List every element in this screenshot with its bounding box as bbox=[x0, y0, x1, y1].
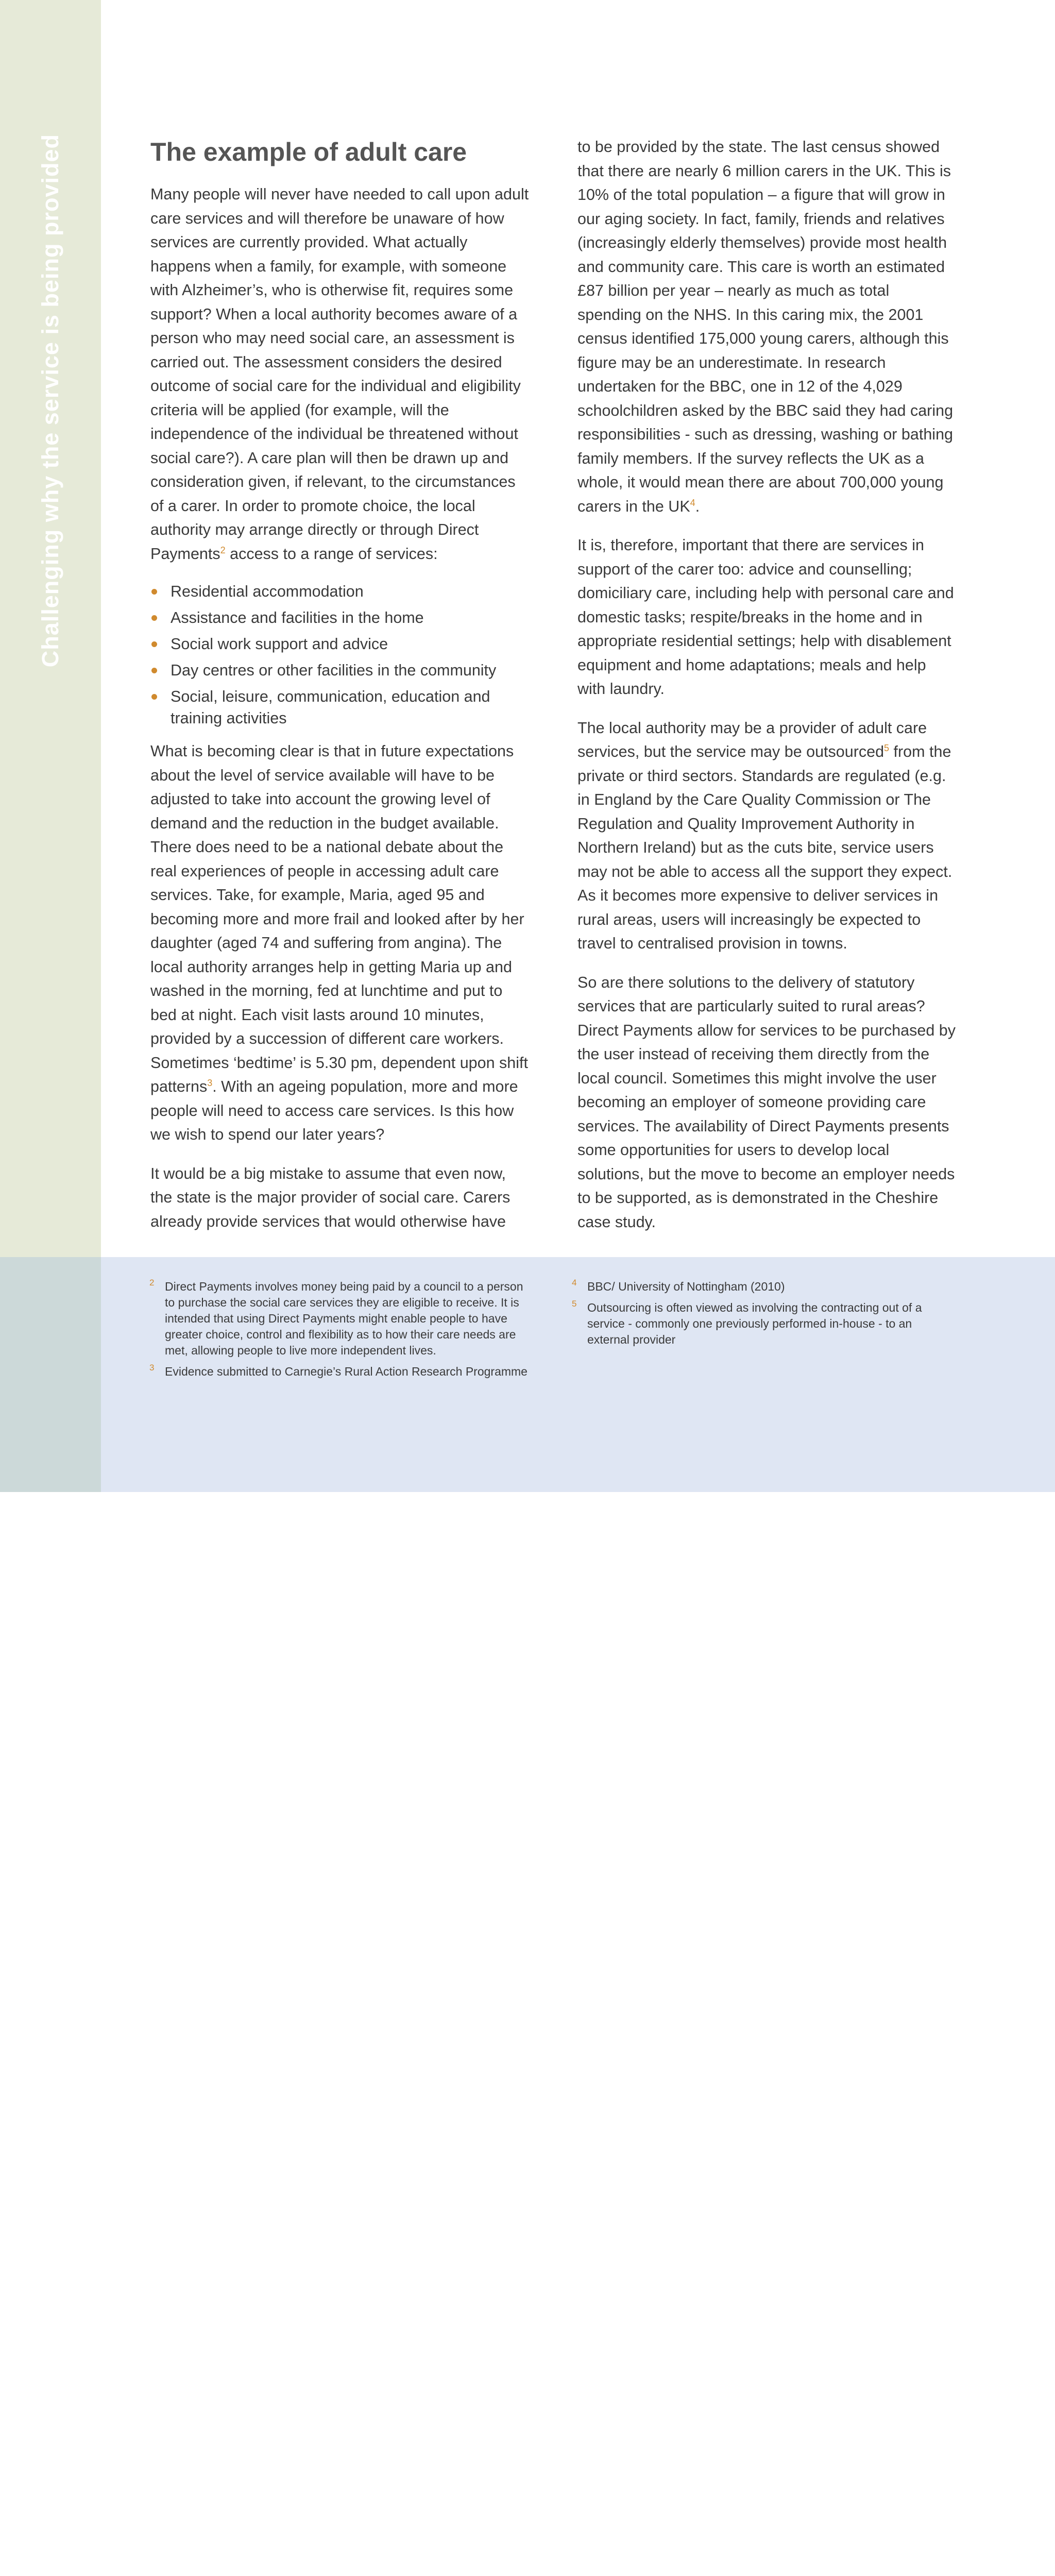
paragraph-solutions: So are there solutions to the delivery of statutory services that are particularly suited to rural areas? Direct Payments allow for services to be purchased by the user instead of receiving them directly from the local council. Sometimes this might involve the user becoming an employer of someone providing care services. The availability of Direct Payments presents some opportunities for users to develop local solutions, but the move to become an employer needs to be supported, as is demonstrated in the Cheshire case study. bbox=[577, 973, 956, 1231]
paragraph-carer-support: It is, therefore, important that there are services in support of the carer too: advice and counselling; domiciliary care, including help with personal care and domestic tasks; respite/breaks in the home and in appropriate residential settings; help with disablement equipment and home adaptations; meals and help with laundry. bbox=[577, 536, 954, 698]
right-column bbox=[577, 135, 956, 1249]
footnote-3: 3 Evidence submitted to Carnegie’s Rural Action Research Programme bbox=[149, 1363, 528, 1378]
list-item: Day centres or other facilities in the community bbox=[150, 659, 529, 681]
footnote-ref-4[interactable]: 4 bbox=[690, 497, 695, 508]
paragraph-intro: Many people will never have needed to call upon adult care services and will therefore be unaware of how services are currently provided. What actually happens when a family, for example, with someone with Alzheimer’s, who is otherwise fit, requires some support? When a local authority becomes aware of a person who may need social care, an assessment is carried out. The assessment considers the desired outcome of social care for the individual and eligibility criteria will be applied (for example, will the independence of the individual be threatened without social care?). A care plan will then be drawn up and consideration given, if relevant, to the circumstances of a carer. In order to promote choice, the local authority may arrange directly or through Direct Payments$^2$ access to a range of services: bbox=[150, 185, 529, 563]
paragraph-outsourced: The local authority may be a provider of adult care services, but the service may be outsourced$^5$ from the private or third sectors. Standards are regulated (e.g. in England by the Care Quality Commission or The Regulation and Quality Improvement Authority in Northern Ireland) but as the cuts bite, service users may not be able to access all the support they expect. As it becomes more expensive to deliver services in rural areas, users will increasingly be expected to travel to centralised provision in towns. bbox=[577, 719, 952, 952]
bullet-dot-icon bbox=[151, 694, 157, 700]
list-item: Assistance and facilities in the home bbox=[150, 607, 529, 629]
services-list bbox=[150, 581, 529, 729]
footnote-2: 2 Direct Payments involves money being paid by a council to a person to purchase the social care services they are eligible to receive. It is intended that using Direct Payments might enable people to have greater choice, control and flexibility as to how their care needs are met, allowing people to live more independent lives. bbox=[149, 1278, 523, 1357]
bullet-dot-icon bbox=[151, 615, 157, 621]
footnotes-right bbox=[572, 1279, 943, 1353]
footnote-5: 5 Outsourcing is often viewed as involving the contracting out of a service - commonly one previously performed in-house - to an external provider bbox=[572, 1299, 922, 1346]
bullet-dot-icon bbox=[151, 589, 157, 595]
bullet-dot-icon bbox=[151, 641, 157, 647]
paragraph-expectations: What is becoming clear is that in future expectations about the level of service available will have to be adjusted to take into account the growing level of demand and the reduction in the budget available. There does need to be a national debate about the real experiences of people in accessing adult care services. Take, for example, Maria, aged 95 and becoming more and more frail and looked after by her daughter (aged 74 and suffering from angina). The local authority arranges help in getting Maria up and washed in the morning, fed at lunchtime and put to bed at night. Each visit lasts around 10 minutes, provided by a succession of different care workers. Sometimes ‘bedtime’ is 5.30 pm, dependent upon shift patterns$^3$. With an ageing population, more and more people will need to access care services. Is this how we wish to spend our later years? bbox=[150, 742, 528, 1143]
sidebar-band bbox=[0, 0, 101, 1257]
footnote-4: 4 BBC/ University of Nottingham (2010) bbox=[572, 1278, 785, 1293]
list-item: Social, leisure, communication, education and training activities bbox=[150, 686, 529, 729]
section-title-vertical: Challenging why the service is being provided bbox=[37, 134, 63, 668]
list-item: Residential accommodation bbox=[150, 581, 529, 602]
list-item: Social work support and advice bbox=[150, 633, 529, 655]
left-column bbox=[150, 135, 529, 1248]
bullet-dot-icon bbox=[151, 668, 157, 673]
footnote-ref-5[interactable]: 5 bbox=[884, 742, 890, 753]
paragraph-big-mistake: It would be a big mistake to assume that even now, the state is the major provider of social care. Carers already provide services that would otherwise have bbox=[150, 1164, 511, 1230]
footnotes-left bbox=[149, 1279, 536, 1385]
footer-sidebar-band bbox=[0, 1257, 101, 1492]
footnote-ref-2[interactable]: 2 bbox=[220, 545, 226, 555]
page-heading: The example of adult care bbox=[150, 138, 467, 166]
footnote-ref-3[interactable]: 3 bbox=[207, 1077, 213, 1088]
paragraph-census: to be provided by the state. The last census showed that there are nearly 6 million carers in the UK. This is 10% of the total population – a figure that will grow in our aging society. In fact, family, friends and relatives (increasingly elderly themselves) provide most health and community care. This care is worth an estimated £87 billion per year – nearly as much as total spending on the NHS. In this caring mix, the 2001 census identified 175,000 young carers, although this figure may be an underestimate. In research undertaken for the BBC, one in 12 of the 4,029 schoolchildren asked by the BBC said they had caring responsibilities - such as dressing, washing or bathing family members. If the survey reflects the UK as a whole, it would mean there are about 700,000 young carers in the $UK^4$. bbox=[577, 138, 954, 515]
